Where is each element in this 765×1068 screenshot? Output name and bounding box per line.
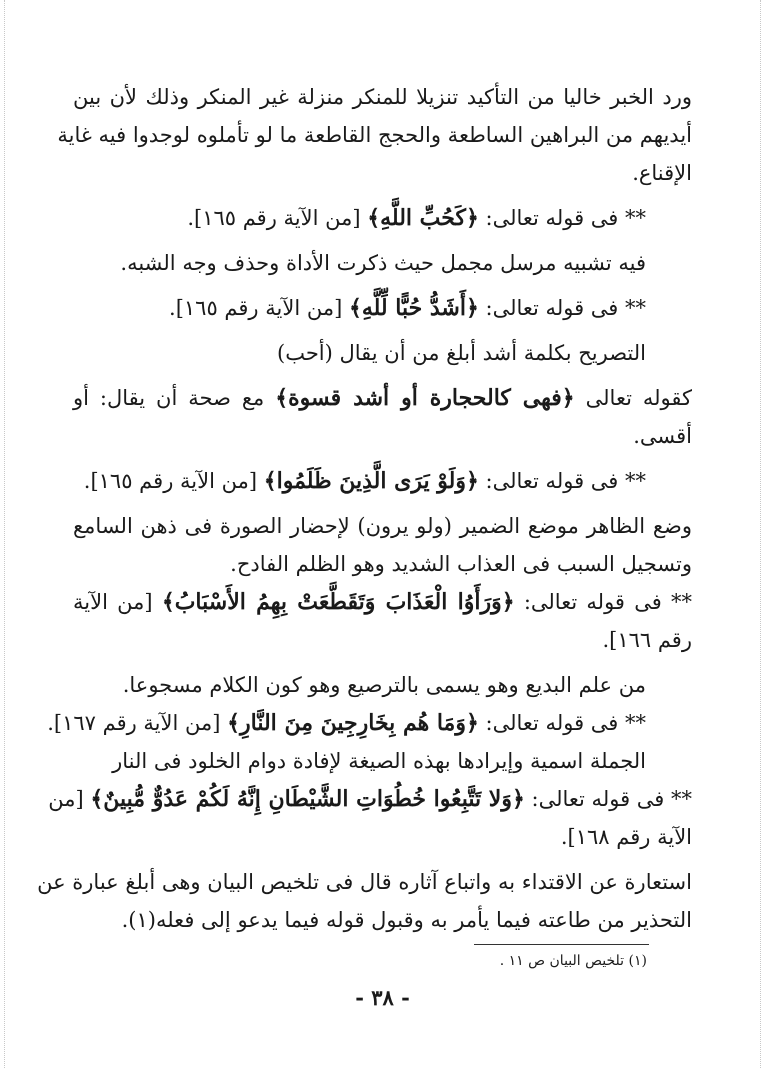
footnote: (١) تلخيص البيان ص ١١ . [499, 953, 647, 969]
commentary-line: التحذير من طاعته فيما يأمر به وقبول قوله فيما يدعو إلى فعله(١). [121, 908, 692, 932]
verse-line [47, 704, 692, 742]
commentary-line: فيه تشبيه مرسل مجمل حيث ذكرت الأداة وحذف وجه الشبه. [120, 251, 646, 275]
quran-verse: ﴿كَحُبِّ اللَّهِ﴾ [367, 205, 479, 231]
commentary-line: وتسجيل السبب فى العذاب الشديد وهو الظلم الفادح. [230, 552, 692, 576]
paragraph-line: أيديهم من البراهين الساطعة والحجج القاطعة ما لو تأملوه لوجدوا فيه غاية [57, 123, 692, 147]
footnote-divider [474, 944, 649, 945]
commentary-line: الجملة اسمية وإيرادها بهذه الصيغة لإفادة دوام الخلود فى النار [112, 749, 646, 773]
quran-verse: ﴿وَمَا هُم بِخَارِجِينَ مِنَ النَّارِ﴾ [227, 710, 479, 736]
verse-reference: [من الآية رقم ١٦٧]. [47, 711, 228, 735]
commentary-line: التصريح بكلمة أشد أبلغ من أن يقال (أحب) [277, 341, 646, 365]
verse-line [73, 462, 692, 500]
verse-intro: ** فى قوله تعالى: [478, 469, 646, 493]
verse-reference-continued: الآية رقم ١٦٨]. [560, 825, 692, 849]
commentary-line: وضع الظاهر موضع الضمير (ولو يرون) لإحضار الصورة فى ذهن السامع [73, 514, 692, 538]
paragraph-line: الإقناع. [632, 161, 692, 185]
quran-verse: ﴿فهى كالحجارة أو أشد قسوة﴾ [275, 385, 575, 411]
paragraph-line: أقسى. [633, 424, 692, 448]
verse-intro: ** فى قوله تعالى: [478, 711, 646, 735]
verse-reference-continued: رقم ١٦٦]. [602, 628, 692, 652]
quran-verse: ﴿وَلا تَتَّبِعُوا خُطُوَاتِ الشَّيْطَانِ إِنَّهُ لَكُمْ عَدُوٌّ مُّبِينٌ﴾ [90, 786, 525, 812]
verse-line [73, 583, 692, 621]
page-number: - ٣٨ - [355, 985, 410, 1010]
verse-reference: [من الآية [73, 590, 162, 614]
verse-line [73, 289, 692, 327]
page-body [37, 78, 692, 939]
verse-line [73, 199, 692, 237]
verse-intro: ** فى قوله تعالى: [478, 206, 646, 230]
verse-reference: [من [48, 787, 91, 811]
scan-edge-left [4, 0, 5, 1068]
verse-reference: [من الآية رقم ١٦٥]. [187, 206, 368, 230]
commentary-line: استعارة عن الاقتداء به واتباع آثاره قال فى تلخيص البيان وهى أبلغ عبارة عن [37, 870, 692, 894]
verse-intro: كقوله تعالى [574, 386, 692, 410]
quran-verse: ﴿وَرَأَوُا الْعَذَابَ وَتَقَطَّعَتْ بِهِمُ الأَسْبَابُ﴾ [161, 589, 515, 615]
verse-line [73, 379, 692, 417]
paragraph-line: ورد الخبر خاليا من التأكيد تنزيلا للمنكر منزلة غير المنكر وذلك لأن بين [73, 85, 692, 109]
verse-continuation: مع صحة أن يقال: أو [73, 386, 276, 410]
scan-edge-right [760, 0, 761, 1068]
verse-intro: ** فى قوله تعالى: [478, 296, 646, 320]
verse-reference: [من الآية رقم ١٦٥]. [169, 296, 349, 320]
commentary-line: من علم البديع وهو يسمى بالترصيع وهو كون الكلام مسجوعا. [122, 673, 646, 697]
verse-line [48, 780, 692, 818]
quran-verse: ﴿أَشَدُّ حُبًّا لِّلَّهِ﴾ [348, 295, 479, 321]
verse-intro: ** فى قوله تعالى: [514, 590, 692, 614]
verse-reference: [من الآية رقم ١٦٥]. [83, 469, 264, 493]
verse-intro: ** فى قوله تعالى: [524, 787, 692, 811]
quran-verse: ﴿وَلَوْ يَرَى الَّذِينَ ظَلَمُوا﴾ [263, 468, 479, 494]
